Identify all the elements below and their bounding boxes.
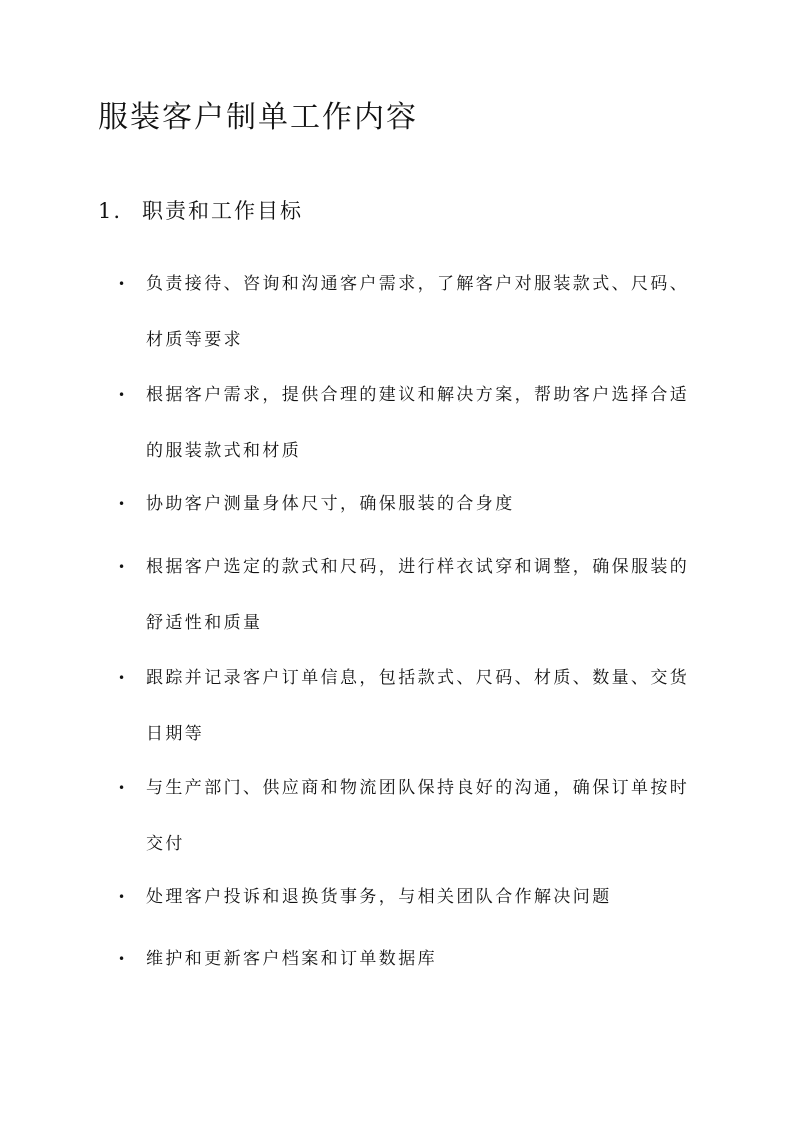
bullet-icon: • [118, 671, 126, 685]
list-item [116, 664, 696, 762]
list-item-text: 根据客户需求，提供合理的建议和解决方案，帮助客户选择合适的服装款式和材质 [146, 385, 690, 461]
bullet-icon: • [118, 388, 126, 402]
bullet-icon: • [118, 781, 126, 795]
list-item [116, 774, 696, 872]
bullet-icon: • [118, 277, 126, 291]
bullet-icon: • [118, 497, 126, 511]
bullet-icon: • [118, 952, 126, 966]
list-item [116, 270, 696, 368]
list-item-text: 与生产部门、供应商和物流团队保持良好的沟通，确保订单按时交付 [146, 778, 690, 854]
list-item-text: 负责接待、咨询和沟通客户需求，了解客户对服装款式、尺码、材质等要求 [146, 274, 690, 350]
section-number: 1. [98, 199, 123, 223]
list-item [116, 490, 696, 532]
list-item-text: 根据客户选定的款式和尺码，进行样衣试穿和调整，确保服装的舒适性和质量 [146, 557, 690, 633]
document-title: 服装客户制单工作内容 [98, 100, 418, 135]
list-item [116, 381, 696, 479]
list-item [116, 945, 696, 987]
list-item [116, 553, 696, 651]
list-item-text: 跟踪并记录客户订单信息，包括款式、尺码、材质、数量、交货日期等 [146, 668, 690, 744]
list-item [116, 883, 696, 925]
list-item-text: 维护和更新客户档案和订单数据库 [146, 949, 437, 969]
section-heading [98, 195, 303, 227]
list-item-text: 处理客户投诉和退换货事务，与相关团队合作解决问题 [146, 887, 612, 907]
section-heading-text: 职责和工作目标 [142, 199, 303, 223]
bullet-icon: • [118, 560, 126, 574]
bullet-icon: • [118, 890, 126, 904]
list-item-text: 协助客户测量身体尺寸，确保服装的合身度 [146, 494, 515, 514]
